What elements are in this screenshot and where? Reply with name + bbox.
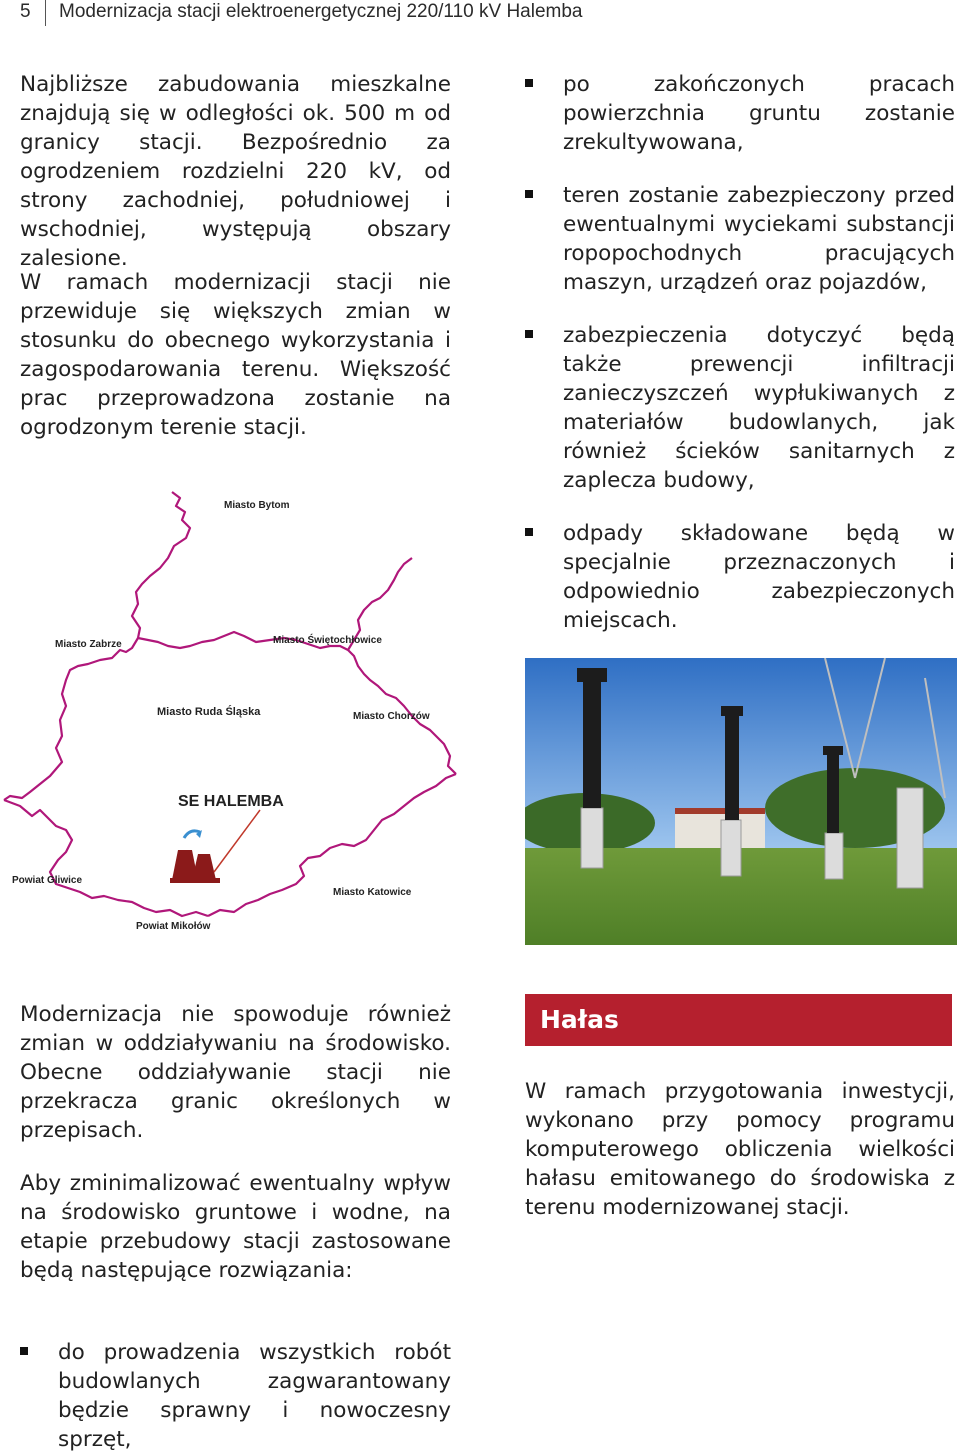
page-header	[0, 0, 960, 30]
map-label-chorzow: Miasto Chorzów	[353, 711, 430, 722]
map-label-katowice: Miasto Katowice	[333, 887, 412, 898]
power-station-icon	[170, 830, 220, 883]
boundary-north	[132, 492, 190, 638]
section-heading-noise: Hałas	[525, 994, 952, 1046]
map-label-mikolow: Powiat Mikołów	[136, 921, 211, 932]
paragraph-noise: W ramach przygotowania inwestycji, wykonano przy pomocy programu komputerowego obliczenia wielkości hałasu emitowanego do środowiska z terenu modernizowanej stacji.	[525, 1079, 955, 1220]
page-number: 5	[20, 1, 31, 22]
paragraph-buildings: Najbliższe zabudowania mieszkalne znajdują się w odległości ok. 500 m od granicy stacji. Bezpośrednio za ogrodzeniem rozdzielni 220 kV, od strony zachodniej, południowej i wschodniej, występują obszary zalesione.	[20, 72, 451, 271]
bullet-square-icon	[525, 528, 533, 536]
map-label-se-halemba: SE HALEMBA	[178, 793, 284, 810]
map-label-zabrze: Miasto Zabrze	[55, 639, 122, 650]
bullet-square-icon	[525, 190, 533, 198]
bullet-square-icon	[525, 330, 533, 338]
boundary-east	[138, 632, 456, 774]
header-title: Modernizacja stacji elektroenergetycznej 220/110 kV Halemba	[59, 1, 583, 22]
paragraph-environment-impact: Modernizacja nie spowoduje również zmian w oddziaływaniu na środowisko. Obecne oddziaływanie stacji nie przekracza granic określonych w przepisach.	[20, 1002, 451, 1143]
bullet-square-icon	[525, 79, 533, 87]
boundary-west-inner	[4, 638, 138, 800]
left-bullet-list	[20, 1338, 451, 1454]
location-map	[0, 480, 460, 950]
list-item: teren zostanie zabezpieczony przed ewentualnymi wyciekami substancji ropopochodnych pracujących maszyn, urządzeń oraz pojazdów,	[525, 181, 955, 297]
map-label-ruda-slaska: Miasto Ruda Śląska	[157, 706, 261, 718]
paragraph-mitigation-intro: Aby zminimalizować ewentualny wpływ na środowisko gruntowe i wodne, na etapie przebudowy stacji zastosowane będą następujące rozwiązania:	[20, 1171, 451, 1283]
station-pointer-line	[214, 810, 260, 872]
list-item: do prowadzenia wszystkich robót budowlanych zagwarantowany będzie sprawny i nowoczesny sprzęt,	[20, 1338, 451, 1454]
map-label-swietochlowice: Miasto Świętochłowice	[273, 635, 382, 646]
bullet-square-icon	[20, 1347, 28, 1355]
right-bullet-list	[525, 70, 955, 635]
list-item: po zakończonych pracach powierzchnia gruntu zostanie zrekultywowana,	[525, 70, 955, 157]
header-separator	[45, 0, 46, 26]
map-label-bytom: Miasto Bytom	[224, 500, 290, 511]
list-item: zabezpieczenia dotyczyć będą także prewencji infiltracji zanieczyszczeń wypłukiwanych z materiałów budowlanych, jak również ścieków sanitarnych z zaplecza budowy,	[525, 321, 955, 495]
substation-photo-svg	[525, 658, 957, 945]
paragraph-modernization-scope: W ramach modernizacji stacji nie przewiduje się większych zmian w stosunku do obecnego wykorzystania i zagospodarowania terenu. Większość prac przeprowadzona zostanie na ogrodzonym terenie stacji.	[20, 270, 451, 440]
list-item: odpady składowane będą w specjalnie przeznaczonych i odpowiednio zabezpieczonych miejscach.	[525, 519, 955, 635]
map-label-gliwice: Powiat Gliwice	[12, 875, 83, 886]
substation-photo	[525, 658, 957, 945]
